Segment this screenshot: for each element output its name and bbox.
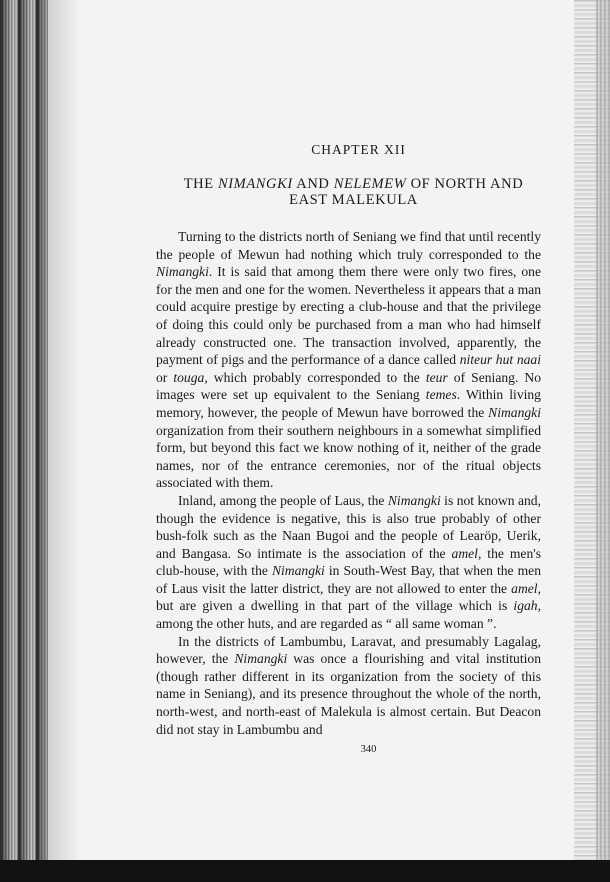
paragraph <box>156 492 541 633</box>
chapter-title <box>156 176 541 208</box>
body-text <box>156 228 541 738</box>
title-italic-nelemew: NELEMEW <box>333 176 407 192</box>
paragraph <box>156 633 541 739</box>
page-edge-right-strip <box>596 0 610 862</box>
italic-term: Nimangki <box>156 264 209 280</box>
scan-bottom-edge <box>0 860 610 882</box>
text-run: in South-West Bay, that when the men of Laus visit the latter district, they are not allowed to enter the <box>156 563 541 596</box>
paragraph <box>156 228 541 492</box>
text-run: , which probably corresponded to the <box>204 369 426 385</box>
text-run: or <box>156 369 174 385</box>
page-number: 340 <box>360 744 377 755</box>
italic-term: amel <box>451 545 478 561</box>
italic-term: teur <box>425 369 448 385</box>
text-run: is not known and, though the evidence is negative, this is also true probably of other bush-folk such as the Naan Bugoi and the people of Learöp, Uerik, and Bangasa. So intimate is the association of the <box>156 492 541 561</box>
title-italic-nimangki: NIMANGKI <box>217 176 293 192</box>
title-part-1: THE <box>183 176 218 192</box>
text-run: . Within living memory, however, the people of Mewun have borrowed the <box>156 387 541 420</box>
italic-term: Nimangki <box>488 404 541 420</box>
italic-term: Nimangki <box>234 651 288 667</box>
text-run: Inland, among the people of Laus, the <box>178 492 388 508</box>
text-run: was once a flourishing and vital institution (though rather different in its organization from the society of this name in Seniang), and its presence throughout the whole of the north, north-west, and north-east of Malekula is almost certain. But Deacon did not stay in Lambumbu and <box>156 651 541 737</box>
title-part-3: OF NORTH AND EAST MALEKULA <box>289 176 524 208</box>
italic-term: Nimangki <box>387 492 441 508</box>
page-content <box>156 142 541 755</box>
italic-term: touga <box>173 369 205 385</box>
text-run: In the districts of Lambumbu, Laravat, and presumably Lagalag, however, the <box>156 633 541 667</box>
italic-term: niteur hut naai <box>459 352 541 368</box>
text-run: , the men's club-house, with the <box>156 545 541 579</box>
title-part-2: AND <box>292 176 334 192</box>
gutter-shadow <box>40 0 80 862</box>
text-run: of Seniang. No images were set up equivalent to the Seniang <box>156 369 541 403</box>
italic-term: amel <box>511 580 538 596</box>
text-run: organization from their southern neighbours in a somewhat simplified form, but beyond this fact we know nothing of it, neither of the grade names, nor of the entrance ceremonies, nor of the ritual objects associated with them. <box>156 422 541 491</box>
text-run: . It is said that among them there were only two fires, one for the men and one for the women. Nevertheless it appears that a man could acquire prestige by erecting a club-house and that the privilege of doing this could only be purchased from a man who had himself already constructed one. The transaction involved, apparently, the payment of pigs and the performance of a dance called <box>156 264 541 368</box>
italic-term: Nimangki <box>271 563 325 579</box>
text-run: , among the other huts, and are regarded as “ all same woman ”. <box>156 598 541 632</box>
italic-term: igah <box>513 598 538 614</box>
chapter-heading: CHAPTER XII <box>311 142 406 157</box>
text-run: , but are given a dwelling in that part of the village which is <box>156 580 541 614</box>
text-run: Turning to the districts north of Seniang we find that until recently the people of Mewun had nothing which truly corresponded to the <box>156 229 541 262</box>
italic-term: temes <box>425 387 457 403</box>
